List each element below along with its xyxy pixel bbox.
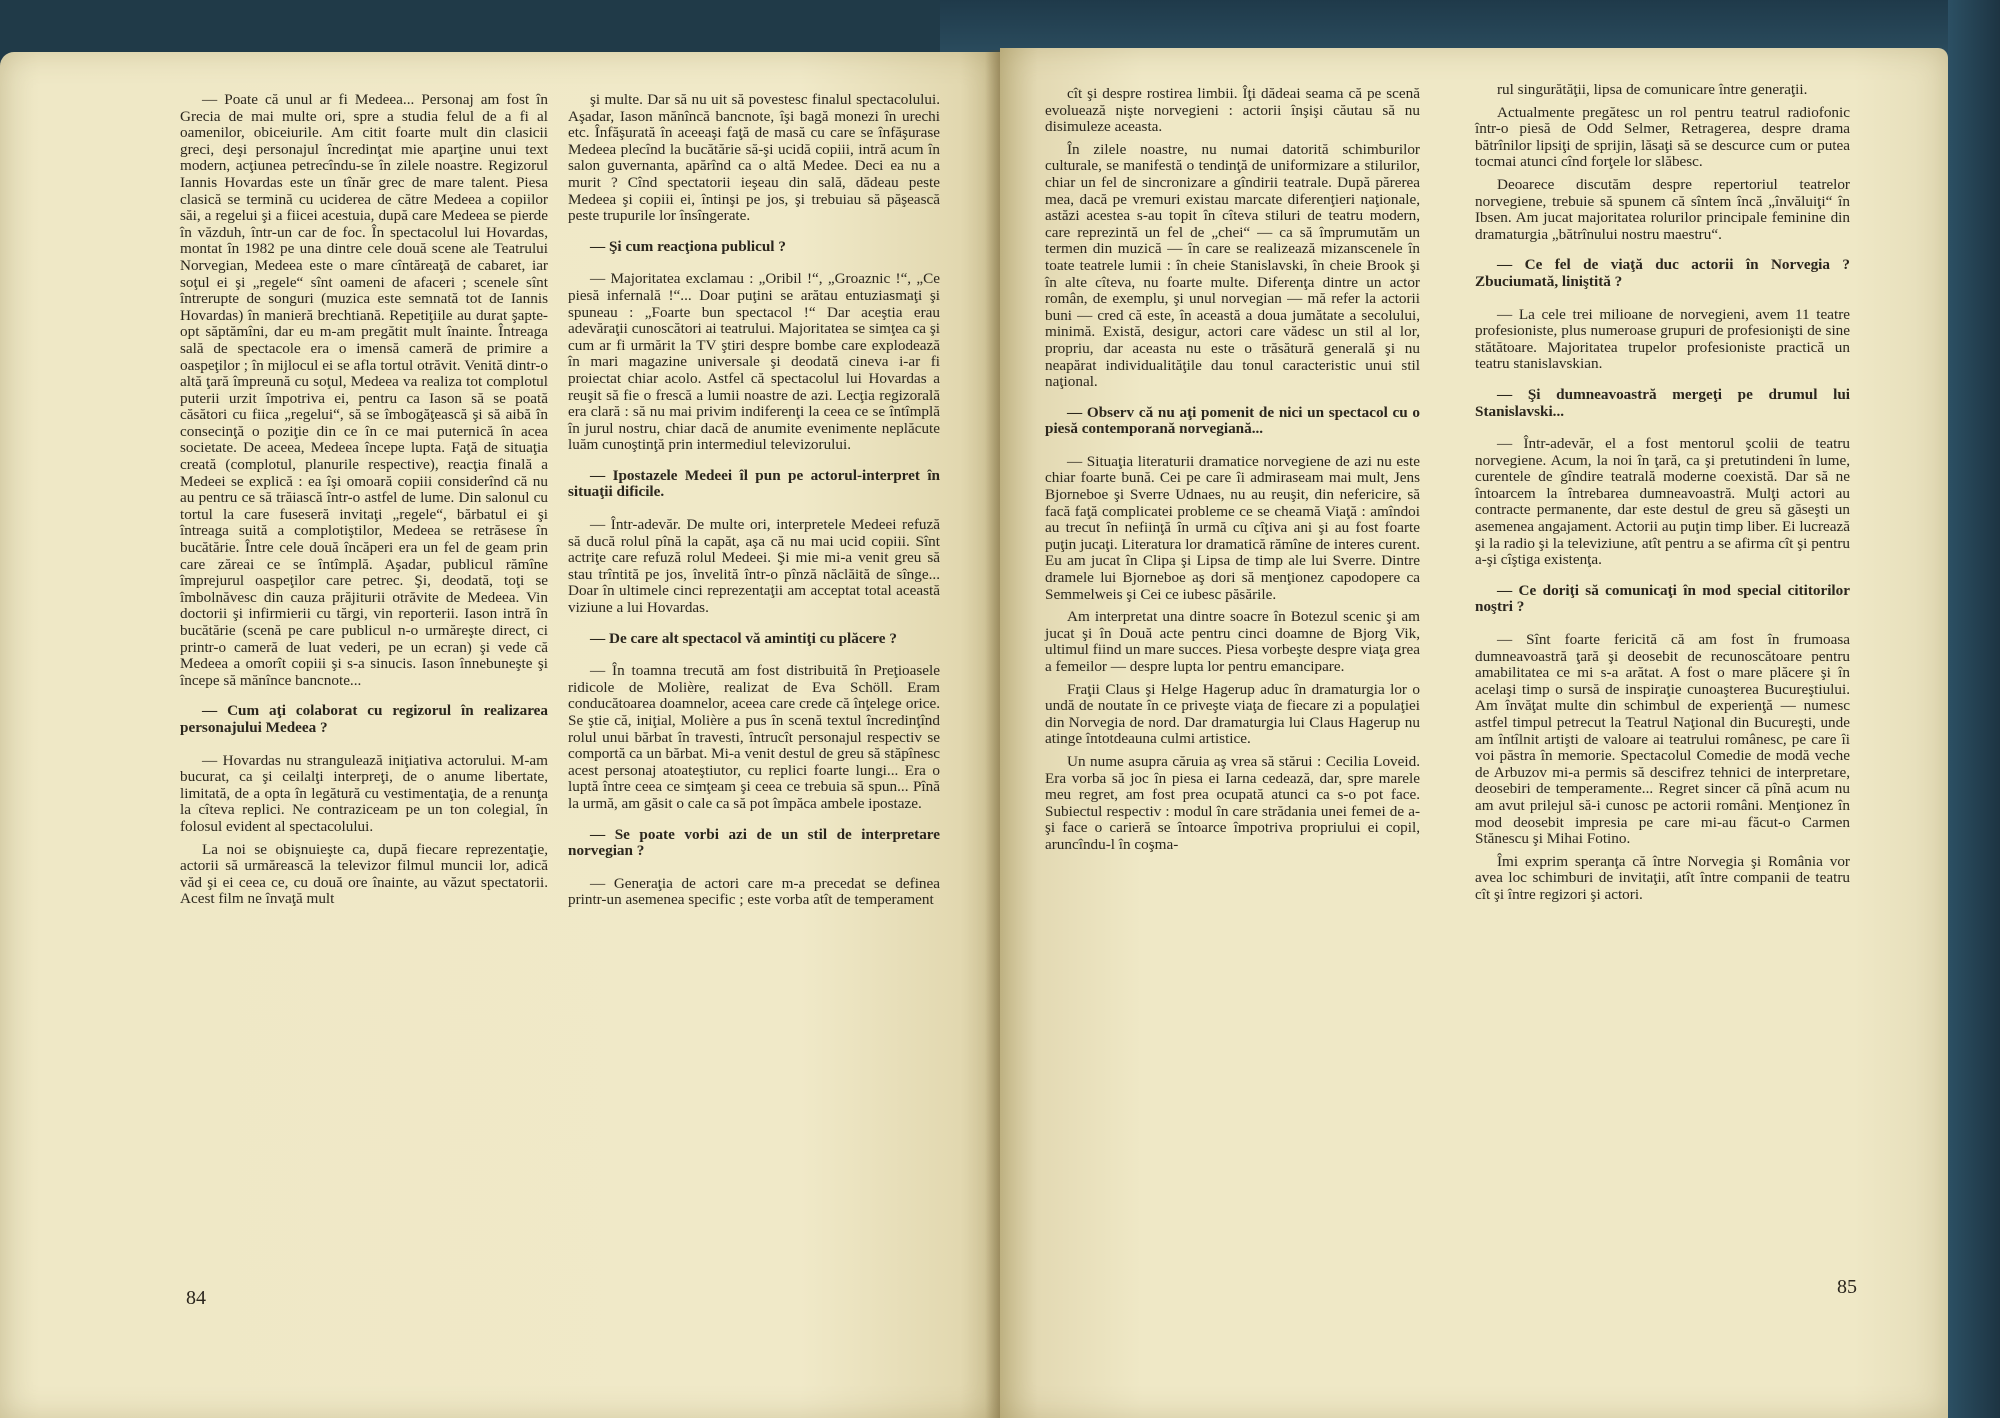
- paragraph: cît şi despre rostirea limbii. Îţi dădeai seama că pe scenă evoluează nişte norvegieni : actorii înşişi căutau să nu disimuleze aceasta.: [1045, 85, 1420, 136]
- left-column-1: [180, 92, 548, 914]
- paragraph: — Majoritatea exclamau : „Oribil !“, „Groaznic !“, „Ce piesă infernală !“... Doar puţini se arătau entuziasmaţi şi spuneau : „Foarte bun spectacol !“ Dar aceştia erau adevăraţii cunoscători ai teatrului. Majoritatea se simţea ca şi cum ar fi urmărit la TV ştiri despre bombe care explodează în mari magazine universale şi deodată cineva i-ar fi proiectat chiar acolo. Astfel că spectacolul lui Hovardas a reuşit să fie o frescă a lumii noastre de azi. Lecţia regizorală era clară : să nu mai privim indiferenţi la ceea ce se întîmplă în jurul nostru, chiar dacă de anumite evenimente neplăcute luăm cunoştinţă prin intermediul televizorului.: [568, 270, 940, 454]
- book-cover-edge: [1948, 0, 2000, 1418]
- paragraph: Îmi exprim speranţa că între Norvegia şi România vor avea loc schimburi de invitaţii, atît între companii de teatru cît şi între regizori şi actori.: [1475, 852, 1850, 903]
- interview-question: — Ipostazele Medeei îl pun pe actorul-interpret în situaţii dificile.: [568, 466, 940, 501]
- interview-question: — Şi dumneavoastră mergeţi pe drumul lui Stanislavski...: [1475, 385, 1850, 420]
- page-number-right: 85: [1837, 1276, 1857, 1298]
- paragraph: — În toamna trecută am fost distribuită în Preţioasele ridicole de Molière, realizat de Eva Schöll. Eram conducătoarea doamnelor, aceea care crede că înţelege orice. Se ştie că, iniţial, Molière a pus în scenă textul încredinţînd rolul unui bărbat în travesti, întrucît personajul respectiv se comportă ca un bărbat. Mi-a venit destul de greu să stăpînesc acest personaj atoateştiutor, cu replici foarte lungi... Era o luptă între ceea ce simţeam şi ceea ce trebuia să spun... Pînă la urmă, am găsit o cale ca să pot împăca ambele ipostaze.: [568, 662, 940, 812]
- interview-question: — De care alt spectacol vă amintiţi cu plăcere ?: [590, 629, 897, 647]
- right-column-1: [1045, 86, 1420, 860]
- interview-question: — Ce doriţi să comunicaţi în mod special cititorilor noştri ?: [1475, 581, 1850, 616]
- paragraph: În zilele noastre, nu numai datorită schimburilor culturale, se manifestă o tendinţă de uniformizare a stilurilor, chiar un fel de sincronizare a gîndirii teatrale. După părerea mea, dacă pe vremuri existau marcate diferenţieri naţionale, astăzi acestea s-au topit în cîteva stiluri de teatru modern, care reprezintă un fel de „chei“ — ca să împrumutăm un termen din muzică — în care se realizează mizanscenele în toate teatrele lumii : în cheie Stanislavski, în cheie Brook şi în alte cîteva, nu foarte multe. Diferenţa dintre un actor român, de exemplu, şi unul norvegian — mă refer la actorii buni — cred că este, în această a doua jumătate a secolului, minimă. Există, desigur, actori care vădesc un stil al lor, propriu, dar aceasta nu este o trăsătură generală şi nu neapărat individualităţile dau tonul caracteristic unui stil naţional.: [1045, 140, 1420, 391]
- paragraph: rul singurătăţii, lipsa de comunicare între generaţii.: [1497, 81, 1808, 98]
- paragraph: şi multe. Dar să nu uit să povestesc finalul spectacolului. Aşadar, Iason mănîncă bancnote, îşi bagă monezi în urechi etc. Înfăşurată în aceeaşi faţă de masă cu care se înfăşurase Medeea plecînd la bucătărie să-şi ucidă copiii, intră acum în salon guvernanta, apărînd ca o altă Medee. Deci ea nu a murit ? Cînd spectatorii ieşeau din sală, dădeau peste Medeea şi copiii ei, întinşi pe jos, şi trebuiau să păşească peste trupurile lor însîngerate.: [568, 91, 940, 225]
- paragraph: Un nume asupra căruia aş vrea să stărui : Cecilia Loveid. Era vorba să joc în piesa ei Iarna cedează, dar, spre marele meu regret, am fost prea ocupată atunci ca s-o pot face. Subiectul respectiv : modul în care strădania unei femei de a-şi face o carieră se întoarce împotriva propriului ei copil, aruncîndu-l în coşma-: [1045, 752, 1420, 853]
- paragraph: La noi se obişnuieşte ca, după fiecare reprezentaţie, actorii să urmărească la televizor filmul muncii lor, adică văd şi ei ceea ce, cu două ore înainte, au văzut spectatorii. Acest film ne învaţă mult: [180, 840, 548, 908]
- left-page: [0, 52, 1000, 1418]
- right-column-2: [1475, 82, 1850, 910]
- page-number-left: 84: [186, 1287, 206, 1309]
- interview-question: — Cum aţi colaborat cu regizorul în realizarea personajului Medeea ?: [180, 702, 548, 736]
- paragraph: — Într-adevăr. De multe ori, interpretele Medeei refuză să ducă rolul pînă la capăt, aşa că nu mai ucid copiii. Sînt actriţe care refuză rolul Medeei. Şi mie mi-a venit greu să stau trîntită pe jos, învelită într-o pînză năclăită de sînge... Doar în ultimele cinci reprezentaţii am acceptat total această viziune a lui Hovardas.: [568, 516, 940, 617]
- paragraph: — Într-adevăr, el a fost mentorul şcolii de teatru norvegiene. Acum, la noi în ţară, ca şi pretutindeni în lume, curentele de gîndire teatrală moderne coexistă. Dar să ne întoarcem la întrebarea dumneavoastră. Mulţi actori au contracte permanente, dar este destul de greu să găseşti un asemenea angajament. Actorii au puţin timp liber. Ei lucrează şi la radio şi la televiziune, atît pentru a se afirma cît şi pentru a-şi cîştiga existenţa.: [1475, 435, 1850, 569]
- paragraph: — Hovardas nu strangulează iniţiativa actorului. M-am bucurat, ca şi ceilalţi interpreţi, de o anume libertate, limitată, de a opta în legătură cu vestimentaţia, de a renunţa la cîteva replici. Ne contraziceam pe un ton colegial, în folosul evident al spectacolului.: [180, 751, 548, 835]
- paragraph: Am interpretat una dintre soacre în Botezul scenic şi am jucat şi în Două acte pentru cinci doamne de Bjorg Vik, ultimul fiind un mare succes. Piesa vorbeşte despre viaţa grea a femeilor — despre lupta lor pentru emancipare.: [1045, 608, 1420, 675]
- paragraph: — Poate că unul ar fi Medeea... Personaj am fost în Grecia de mai multe ori, spre a studia felul de a fi al oamenilor, obiceiurile. Am citit foarte mult din clasicii greci, deşi personajul încredinţat mie aparţine unui text modern, acţiunea petrecîndu-se în zilele noastre. Regizorul Iannis Hovardas este un tînăr grec de mare talent. Piesa clasică se termină cu uciderea de către Medeea a copiilor săi, a regelui şi a fiicei acestuia, după care Medeea se pierde în văzduh, într-un car de foc. În spectacolul lui Hovardas, montat în 1982 pe una dintre cele două scene ale Teatrului Norvegian, Medeea este o mare cîntăreaţă de cabaret, iar soţul ei şi „regele“ sînt oameni de afaceri ; scenele sînt întrerupte de songuri (muzica este semnată tot de Iannis Hovardas) în manieră brechtiană. Repetiţiile au durat şapte-opt săptămîni, dar eu m-am pregătit mult înainte. Întreaga sală de spectacole era o imensă cameră de primire a oaspeţilor ; în mijlocul ei se afla tortul otrăvit. Venită dintr-o altă ţară împreună cu soţul, Medeea va realiza tot complotul puterii urzit împotriva ei, pentru ca Iason să se poată căsători cu fiica „regelui“, să se îmbogăţească şi să aibă în consecinţă o poziţie din ce în ce mai puternică în acea societate. De aceea, Medeea începe lupta. Faţă de situaţia creată (complotul, planurile respective), reacţia finală a Medeei se explică : ea îşi omoară copiii considerînd că nu au pentru ce să trăiască într-o astfel de lume. Din salonul cu tortul la care fuseseră invitaţi „regele“, bărbatul ei şi întreaga suită a complotiştilor, Medeea se retrăsese în bucătărie. Între cele două încăperi era un fel de geam prin care zăreai ce se întîmplă. Aşadar, publicul rămîne împrejurul oaspeţilor care petrec. Şi, deodată, toţi se îmbolnăvesc din cauza prăjiturii otrăvite de Medeea. Vin doctorii şi infirmierii cu tărgi, vin reporterii. Iason intră în bucătărie (scenă pe care publicul n-o urmăreşte direct, ci printr-o cameră de luat vederi, pe un ecran) şi vede că Medeea a omorît copiii şi s-a sinucis. Iason înnebuneşte şi începe să mănînce bancnote...: [180, 91, 548, 689]
- paragraph: Deoarece discutăm despre repertoriul teatrelor norvegiene, trebuie să spunem că sîntem încă „învăluiţi“ în Ibsen. Am jucat majoritatea rolurilor principale feminine din dramaturgia „bătrînului nostru maestru“.: [1475, 175, 1850, 243]
- interview-question: — Şi cum reacţiona publicul ?: [590, 237, 786, 255]
- paragraph: — Sînt foarte fericită că am fost în frumoasa dumneavoastră ţară şi deosebit de recunoscătoare pentru amabilitatea ce mi s-a arătat. A fost o mare plăcere şi în acelaşi timp o sursă de inspiraţie cunoaşterea Bucureştiului. Am învăţat multe din schimbul de experienţă — numesc astfel timpul petrecut la Teatrul Naţional din Bucureşti, unde am întîlnit artişti de valoare ai teatrului românesc, pe care îi voi păstra în memorie. Spectacolul Comedie de modă veche de Arbuzov mi-a permis să descifrez tehnici de interpretare, deosebiri de temperamente... Regret sincer că pînă acum nu am avut prilejul să-i cunosc pe actorii români. Menţionez în mod deosebit impresia pe care mi-au făcut-o Carmen Stănescu şi Mihai Fotino.: [1475, 631, 1850, 848]
- right-page: [1000, 48, 1948, 1418]
- interview-question: — Ce fel de viaţă duc actorii în Norvegia ? Zbuciumată, liniştită ?: [1475, 256, 1850, 290]
- interview-question: — Observ că nu aţi pomenit de nici un spectacol cu o piesă contemporană norvegiană...: [1045, 403, 1420, 438]
- left-column-2: [568, 92, 940, 915]
- paragraph: — La cele trei milioane de norvegieni, avem 11 teatre profesioniste, plus numeroase grupuri de profesionişti de sine stătătoare. Majoritatea trupelor profesioniste practică un teatru stanislavskian.: [1475, 305, 1850, 373]
- paragraph: Actualmente pregătesc un rol pentru teatrul radiofonic într-o piesă de Odd Selmer, Retragerea, despre drama bătrînilor lipsiţi de sprijin, lăsaţi să se descurce cum or putea tocmai atunci cînd forţele lor slăbesc.: [1475, 103, 1850, 171]
- paragraph: — Situaţia literaturii dramatice norvegiene de azi nu este chiar foarte bună. Cei pe care îi admiraseam mai mult, Jens Bjorneboe şi Sverre Udnaes, nu au reuşit, din nefericire, să facă faţă complicatei probleme ce se cheamă Viaţă : amîndoi au trecut în nefiinţă în urmă cu cîţiva ani şi au fost foarte puţin jucaţi. Literatura lor dramatică rămîne de interes curent. Eu am jucat în Clipa şi Lipsa de timp ale lui Sverre. Dintre dramele lui Bjorneboe aş dori să menţionez capodopere ca Semmelweis şi Cei ce iubesc păsările.: [1045, 452, 1420, 603]
- paragraph: — Generaţia de actori care m-a precedat se definea printr-un asemenea specific ; este vorba atît de temperament: [568, 874, 940, 909]
- paragraph: Fraţii Claus şi Helge Hagerup aduc în dramaturgia lor o undă de noutate în ce priveşte viaţa de fiecare zi a populaţiei din Norvegia de nord. Dar dramaturgia lui Claus Hagerup nu atinge întotdeauna culmi artistice.: [1045, 680, 1420, 748]
- interview-question: — Se poate vorbi azi de un stil de interpretare norvegian ?: [568, 825, 940, 860]
